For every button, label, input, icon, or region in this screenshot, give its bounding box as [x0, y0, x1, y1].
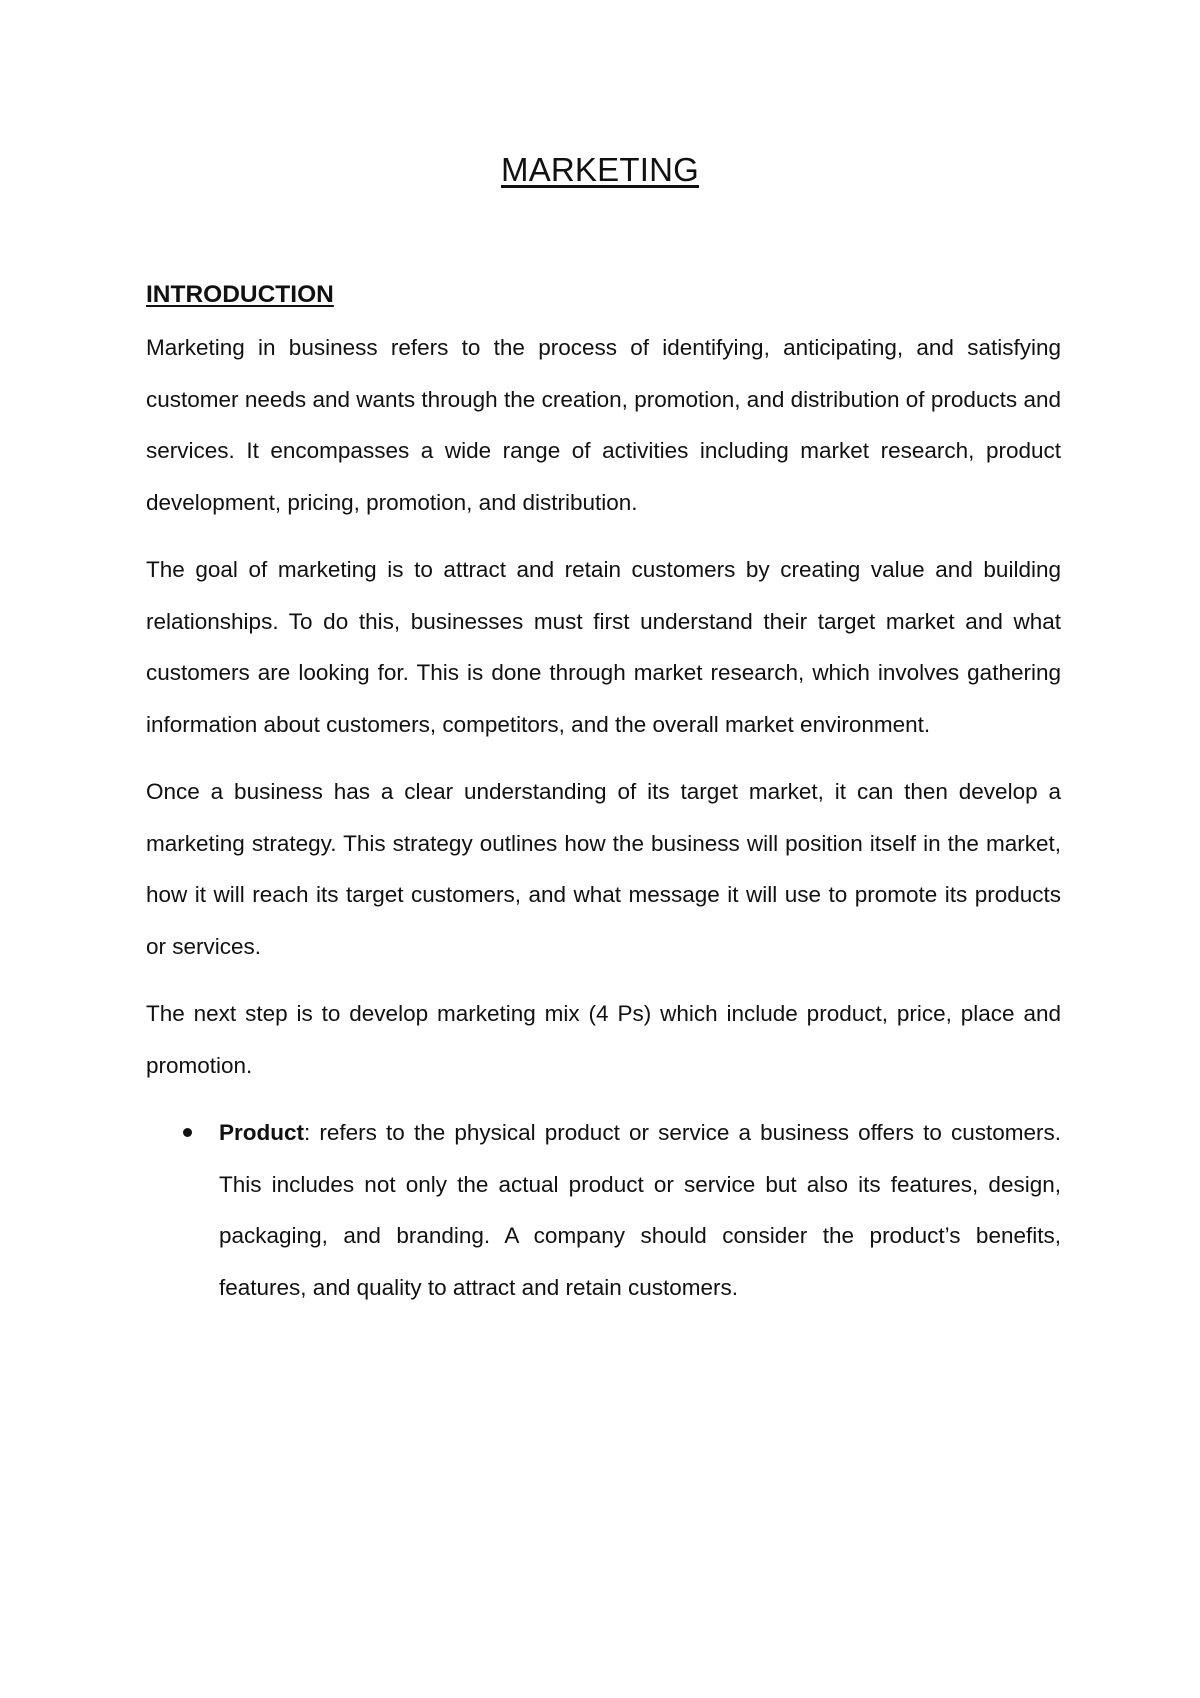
section-heading-introduction: INTRODUCTION — [146, 281, 334, 308]
list-item-product — [146, 1107, 1061, 1313]
paragraph-1: Marketing in business refers to the process of identifying, anticipating, and satisfying customer needs and wants through the creation, promotion, and distribution of products and services. It encompasses a wide range of activities including market research, product development, pricing, promotion, and distribution. — [146, 335, 1061, 515]
document-body — [146, 278, 1061, 1313]
paragraph-3: Once a business has a clear understanding of its target market, it can then develop a marketing strategy. This strategy outlines how the business will position itself in the market, how it will reach its target customers, and what message it will use to promote its products or services. — [146, 779, 1061, 959]
marketing-mix-list — [146, 1107, 1061, 1313]
bullet-text: : refers to the physical product or service a business offers to customers. This includes not only the actual product or service but also its features, design, packaging, and branding. A company should consider the product’s benefits, features, and quality to attract and retain customers. — [219, 1120, 1061, 1300]
document-title: MARKETING — [501, 151, 699, 188]
paragraph-4: The next step is to develop marketing mix (4 Ps) which include product, price, place and promotion. — [146, 1001, 1061, 1078]
paragraph-2: The goal of marketing is to attract and retain customers by creating value and building relationships. To do this, businesses must first understand their target market and what customers are looking for. This is done through market research, which involves gathering information about customers, competitors, and the overall market environment. — [146, 557, 1061, 737]
bullet-term: Product — [219, 1120, 305, 1145]
bullet-dot-icon — [183, 1128, 192, 1137]
